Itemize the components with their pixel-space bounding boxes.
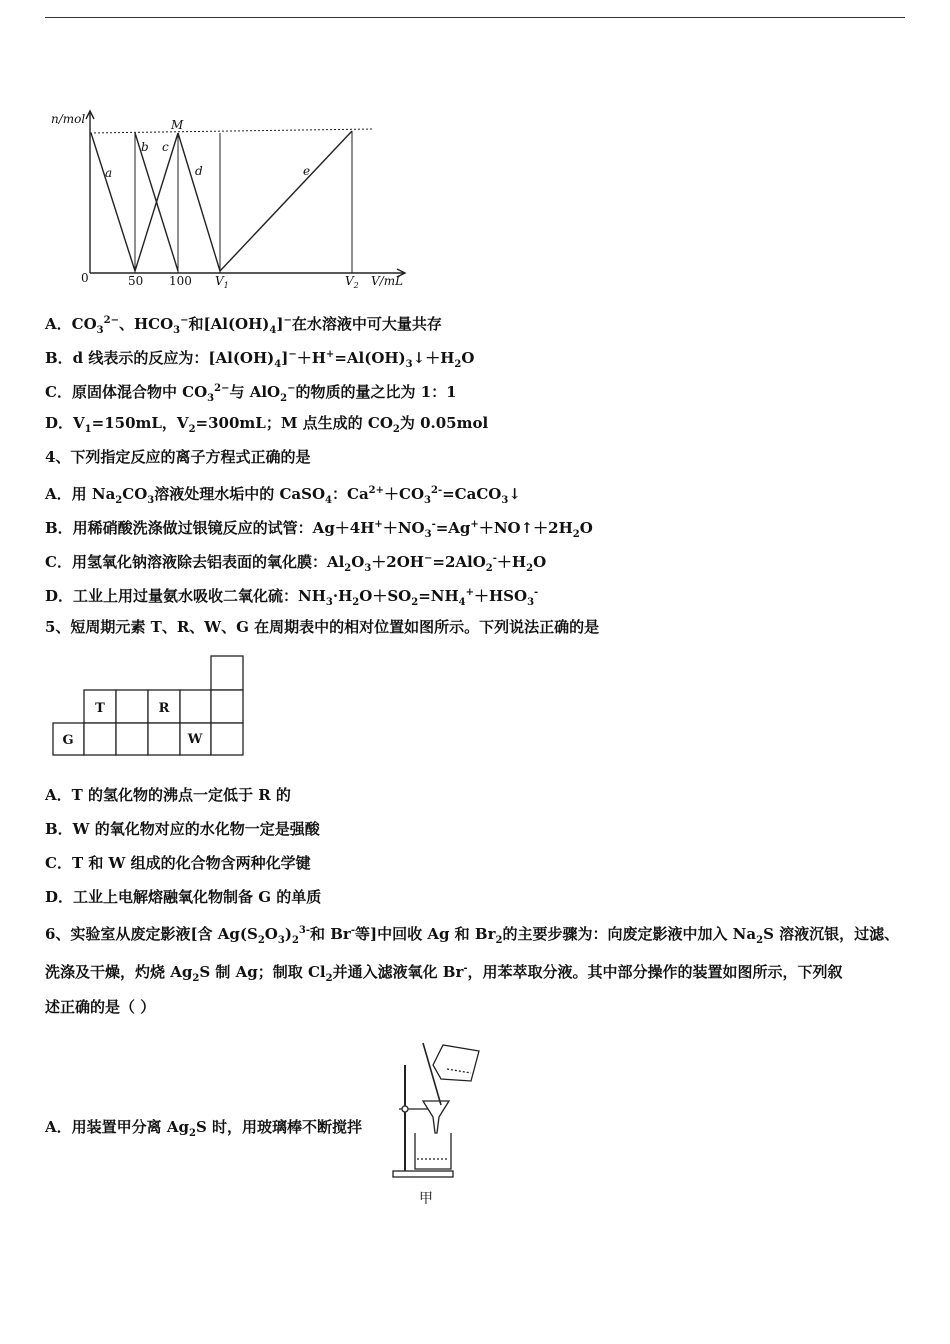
curve-e	[220, 131, 352, 271]
q4-stem: 4、下列指定反应的离子方程式正确的是	[45, 448, 311, 466]
curve-label-c: c	[162, 140, 169, 154]
tick-v2: $V_2$	[345, 274, 359, 290]
curve-label-e: e	[303, 164, 311, 178]
y-axis-label: n/mol	[51, 112, 86, 126]
x-axis-label: V/mL	[371, 274, 404, 288]
q3-option-a: A．$CO_3^{2-}$、$HCO_3^-$和$[Al(OH)_4]^-$在水溶液中可大量共存	[45, 315, 442, 336]
cell-w: W	[187, 732, 203, 747]
q6-stem-line1: 6、实验室从废定影液[含 $Ag(S_2O_3)_2^{3-}$和 Br-等]中回收 Ag 和 $Br_2$的主要步骤为：向废定影液中加入 $Na_2S$ 溶液沉银，过滤、	[45, 925, 900, 946]
q5-option-c: C．T 和 W 组成的化合物含两种化学键	[45, 854, 311, 872]
cell-t: T	[95, 701, 105, 716]
q5-option-b: B．W 的氧化物对应的水化物一定是强酸	[45, 820, 320, 838]
q3-option-b: B．d 线表示的反应为：$[Al(OH)_4]^-+H^+=Al(OH)_3↓+H_2O$	[45, 349, 475, 370]
q5-option-a: A．T 的氢化物的沸点一定低于 R 的	[45, 786, 291, 804]
filtration-apparatus	[385, 1035, 490, 1210]
header-rule	[45, 17, 905, 18]
q4-option-a: A．用 $Na_2CO_3$溶液处理水垢中的 CaSO$_4$：$Ca^{2+}+CO_3^{2-}=CaCO_3↓$	[45, 485, 521, 506]
tick-v1: $V_1$	[215, 274, 229, 290]
tick-100: 100	[169, 274, 192, 288]
volume-mole-graph	[45, 105, 415, 295]
q4-option-c: C．用氢氧化钠溶液除去铝表面的氧化膜：$Al_2O_3+2OH^-=2AlO_2^-+H_2O$	[45, 553, 547, 574]
q6-stem-line3: 述正确的是（ ）	[45, 998, 156, 1016]
curve-d	[178, 133, 220, 271]
periodic-table-fragment	[45, 652, 250, 767]
curve-label-a: a	[105, 166, 113, 180]
curve-label-b: b	[141, 140, 149, 154]
q4-option-b: B．用稀硝酸洗涤做过银镜反应的试管：$Ag+4H^++NO_3^-=Ag^++NO↑+2H_2O$	[45, 519, 593, 540]
origin-label: 0	[81, 271, 89, 285]
curve-a	[91, 133, 135, 271]
q3-option-d: D．$V_1=150mL$，$V_2=300mL$；M 点生成的 $CO_2$为 0.05mol	[45, 414, 489, 435]
q4-option-d: D．工业上用过量氨水吸收二氧化硫：$NH_3\cdot H_2O+SO_2=NH_4^++HSO_3^-$	[45, 587, 539, 608]
q3-option-c: C．原固体混合物中 $CO_3^{2-}$与 AlO$_2$−的物质的量之比为 1：1	[45, 383, 457, 404]
apparatus-label: 甲	[419, 1191, 433, 1207]
cell-g: G	[62, 733, 74, 748]
q5-stem: 5、短周期元素 T、R、W、G 在周期表中的相对位置如图所示。下列说法正确的是	[45, 618, 600, 636]
cell-r: R	[158, 701, 170, 716]
q6-stem-line2: 洗涤及干燥，灼烧 $Ag_2S$ 制 Ag；制取 $Cl_2$并通入滤液氧化 Br-，用苯萃取分液。其中部分操作的装置如图所示，下列叙	[45, 963, 843, 984]
q6-option-a: A．用装置甲分离 $Ag_2S$ 时，用玻璃棒不断搅拌	[45, 1118, 363, 1139]
tick-50: 50	[128, 274, 144, 288]
curve-label-d: d	[195, 164, 203, 178]
point-m-label: M	[171, 118, 184, 132]
max-dotted-line	[90, 129, 373, 133]
q5-option-d: D．工业上电解熔融氧化物制备 G 的单质	[45, 888, 322, 906]
